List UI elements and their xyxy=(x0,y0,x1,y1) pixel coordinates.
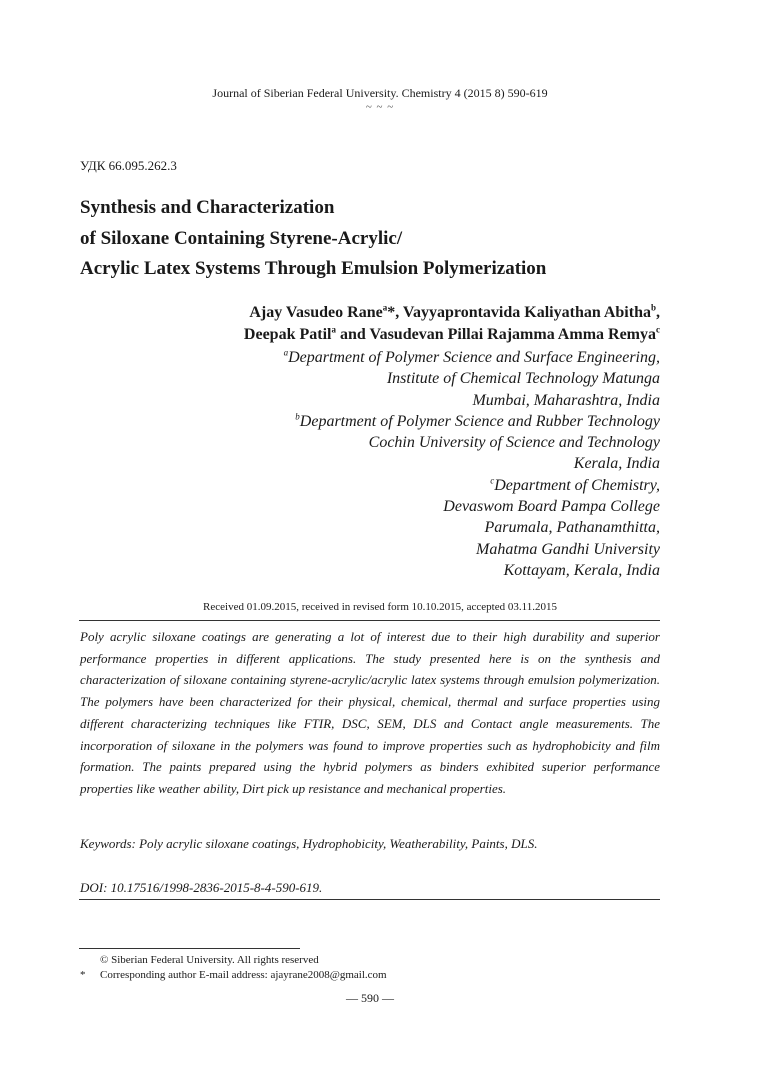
header-separator: ~ ~ ~ xyxy=(365,101,395,113)
title-line: Acrylic Latex Systems Through Emulsion Polymerization xyxy=(80,258,547,279)
affiliation-line: Mahatma Gandhi University xyxy=(476,540,660,558)
journal-header: Journal of Siberian Federal University. Chemistry 4 (2015 8) 590-619 xyxy=(212,86,548,100)
affiliation-line xyxy=(284,347,660,368)
author-name: Deepak Patil xyxy=(243,326,332,343)
affiliation-line: Cochin University of Science and Technology xyxy=(368,434,660,452)
affiliation-text: Department of Chemistry, xyxy=(494,476,660,494)
affiliation-line: Mumbai, Maharashtra, India xyxy=(472,391,660,409)
divider-top xyxy=(79,620,660,621)
title-line: of Siloxane Containing Styrene-Acrylic/ xyxy=(80,227,403,249)
abstract: Poly acrylic siloxane coatings are generating a lot of interest due to their high durability and superior performance properties in different applications. The study presented here is on the synthesis and characterization of siloxane containing styrene-acrylic/acrylic latex systems through emulsion polymerization. The polymers have been characterized for their physical, chemical, thermal and surface properties using different characterizing techniques like FTIR, DSC, SEM, DLS and Contact angle measurements. The incorporation of siloxane in the polymers was found to improve properties such as hydrophobicity and film formation. The paints prepared using the hybrid polymers as binders exhibited superior performance properties like weather ability, Dirt pick up resistance and mechanical properties. xyxy=(80,629,660,796)
separator: and xyxy=(335,326,370,343)
affiliation-mark: a xyxy=(382,302,388,313)
author-name: Vasudevan Pillai Rajamma Amma Remya xyxy=(369,326,656,343)
page-number: — 590 — xyxy=(346,991,394,1005)
title-line: Synthesis and Characterization xyxy=(80,197,335,218)
affiliation-text: Department of Polymer Science and Rubber Technology xyxy=(299,412,660,430)
footnote-mark: * xyxy=(80,969,86,981)
doi: DOI: 10.17516/1998-2836-2015-8-4-590-619. xyxy=(80,880,323,895)
footnote-corresponding xyxy=(80,968,387,983)
divider-bottom xyxy=(79,899,660,900)
affiliation-mark: c xyxy=(490,475,495,486)
copyright-text: © Siberian Federal University. All rights reserved xyxy=(100,954,319,966)
footnotes xyxy=(80,953,387,983)
affiliation-mark: a xyxy=(283,347,289,358)
affiliation-line: Kerala, India xyxy=(573,455,660,473)
received-dates: Received 01.09.2015, received in revised form 10.10.2015, accepted 03.11.2015 xyxy=(203,601,557,613)
author-list xyxy=(244,302,660,346)
separator: , xyxy=(656,304,660,321)
affiliation-mark: b xyxy=(295,411,300,422)
affiliation-line xyxy=(284,411,660,432)
affiliation-line: Institute of Chemical Technology Matunga xyxy=(386,370,660,388)
corresponding-mark: *, xyxy=(387,304,403,321)
keywords: Keywords: Poly acrylic siloxane coatings, Hydrophobicity, Weatherability, Paints, DLS. xyxy=(80,836,538,851)
author-line-2 xyxy=(244,324,660,346)
affiliation-text: Department of Polymer Science and Surface Engineering, xyxy=(288,349,660,366)
corresponding-email: Corresponding author E-mail address: ajayrane2008@gmail.com xyxy=(100,969,387,981)
affiliations xyxy=(284,347,660,581)
affiliation-line xyxy=(284,475,660,496)
paper-title xyxy=(80,193,546,285)
affiliation-line: Devaswom Board Pampa College xyxy=(443,498,660,516)
author-line-1 xyxy=(244,302,660,324)
affiliation-line: Parumala, Pathanamthitta, xyxy=(484,519,660,537)
author-name: Ajay Vasudeo Rane xyxy=(249,304,383,321)
footnote-copyright xyxy=(80,953,387,968)
author-name: Vayyaprontavida Kaliyathan Abitha xyxy=(402,304,651,321)
footnote-rule xyxy=(79,948,300,949)
affiliation-mark: b xyxy=(650,302,656,313)
affiliation-mark: c xyxy=(656,324,660,335)
affiliation-line: Kottayam, Kerala, India xyxy=(503,561,660,579)
udc-code: УДК 66.095.262.3 xyxy=(80,158,177,173)
affiliation-mark: a xyxy=(331,324,336,335)
